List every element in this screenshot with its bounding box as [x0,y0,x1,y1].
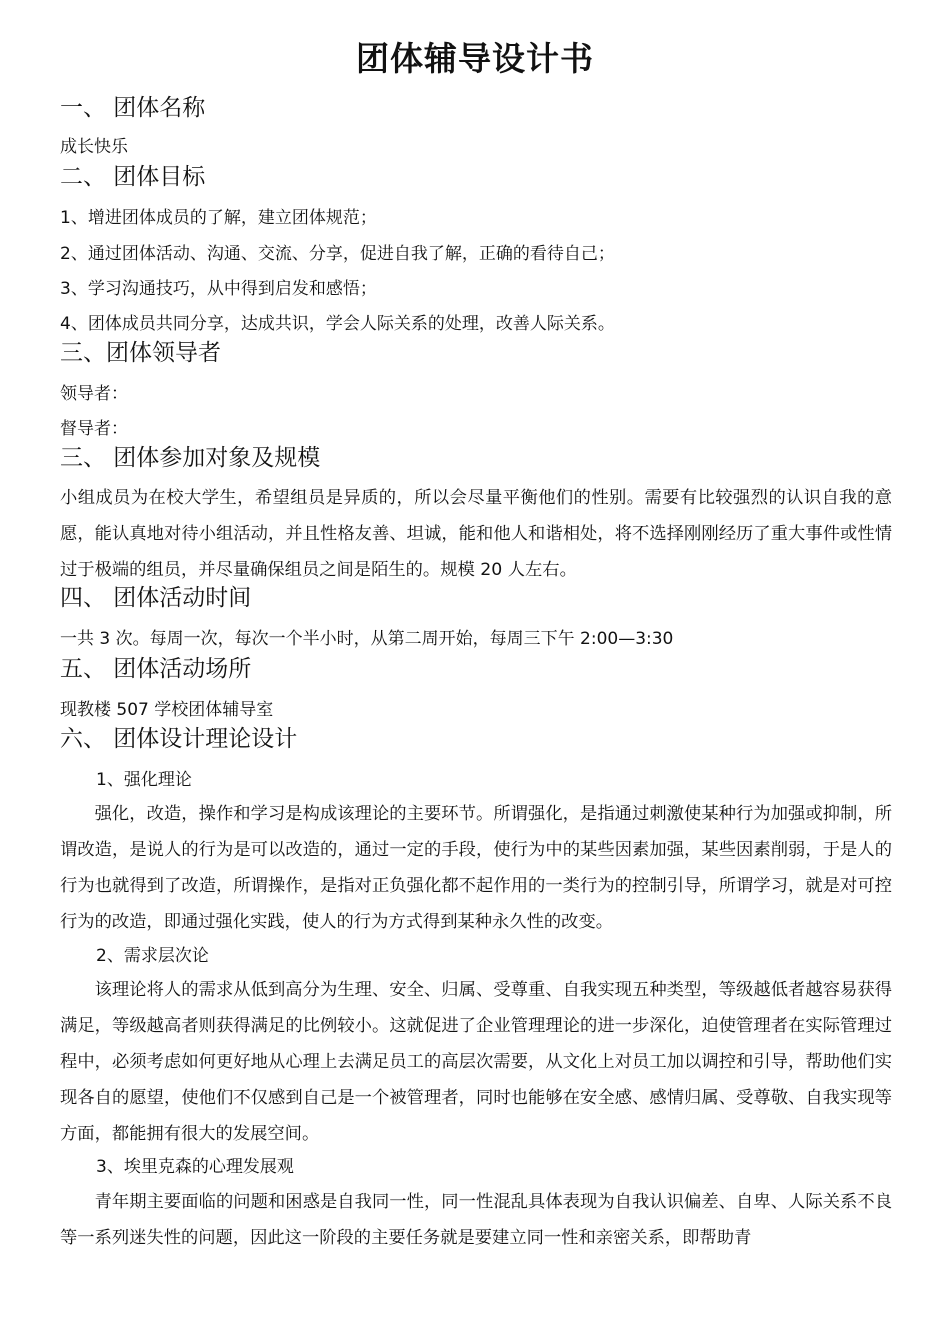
goal-item: 1、增进团体成员的了解，建立团体规范； [60,208,377,228]
theory-paragraph: 青年期主要面临的问题和困惑是自我同一性，同一性混乱具体表现为自我认识偏差、自卑、人际关系不良等一系列迷失性的问题，因此这一阶段的主要任务就是要建立同一性和亲密关系，即帮助青 [60,1192,892,1248]
members-paragraph: 小组成员为在校大学生，希望组员是异质的，所以会尽量平衡他们的性别。需要有比较强烈的认识自我的意愿，能认真地对待小组活动，并且性格友善、坦诚，能和他人和谐相处，将不选择刚刚经历了重大事件或性情过于极端的组员，并尽量确保组员之间是陌生的。规模 20 人左右。 [60,488,892,580]
heading-activity-time: 四、 团体活动时间 [60,585,252,611]
theory-paragraph: 强化，改造，操作和学习是构成该理论的主要环节。所谓强化，是指通过刺激使某种行为加强或抑制，所谓改造，是说人的行为是可以改造的，通过一定的手段，使行为中的某些因素加强，某些因素削弱，于是人的行为也就得到了改造，所谓操作，是指对正负强化都不起作用的一类行为的控制引导，所谓学习，就是对可控行为的改造，即通过强化实践，使人的行为方式得到某种永久性的改变。 [60,804,892,932]
theory-paragraph: 该理论将人的需求从低到高分为生理、安全、归属、受尊重、自我实现五种类型，等级越低者越容易获得满足，等级越高者则获得满足的比例较小。这就促进了企业管理理论的进一步深化，迫使管理者在实际管理过程中，必须考虑如何更好地从心理上去满足员工的高层次需要，从文化上对员工加以调控和引导，帮助他们实现各自的愿望，使他们不仅感到自己是一个被管理者，同时也能够在安全感、感情归属、受尊敬、自我实现等方面，都能拥有很大的发展空间。 [60,980,892,1144]
activity-place-text: 现教楼 507 学校团体辅导室 [60,700,274,720]
goal-item: 3、学习沟通技巧，从中得到启发和感悟； [60,279,377,299]
theory-subheading: 2、需求层次论 [96,946,209,966]
heading-group-name: 一、 团体名称 [60,95,206,121]
heading-activity-place: 五、 团体活动场所 [60,656,252,682]
heading-group-leaders: 三、团体领导者 [60,340,221,366]
goal-item: 4、团体成员共同分享，达成共识，学会人际关系的处理，改善人际关系。 [60,314,615,334]
supervisor-label: 督导者： [60,419,128,439]
document-title: 团体辅导设计书 [356,39,594,78]
heading-group-members: 三、 团体参加对象及规模 [60,445,321,471]
theory-subheading: 1、强化理论 [96,770,192,790]
theory-subheading: 3、埃里克森的心理发展观 [96,1157,294,1177]
heading-theory: 六、 团体设计理论设计 [60,726,298,752]
activity-time-text: 一共 3 次。每周一次，每次一个半小时，从第二周开始，每周三下午 2:00—3:30 [60,629,674,649]
goal-item: 2、通过团体活动、沟通、交流、分享，促进自我了解，正确的看待自己； [60,244,615,264]
heading-group-goals: 二、 团体目标 [60,164,206,190]
leader-label: 领导者： [60,384,128,404]
group-name-text: 成长快乐 [60,137,128,157]
